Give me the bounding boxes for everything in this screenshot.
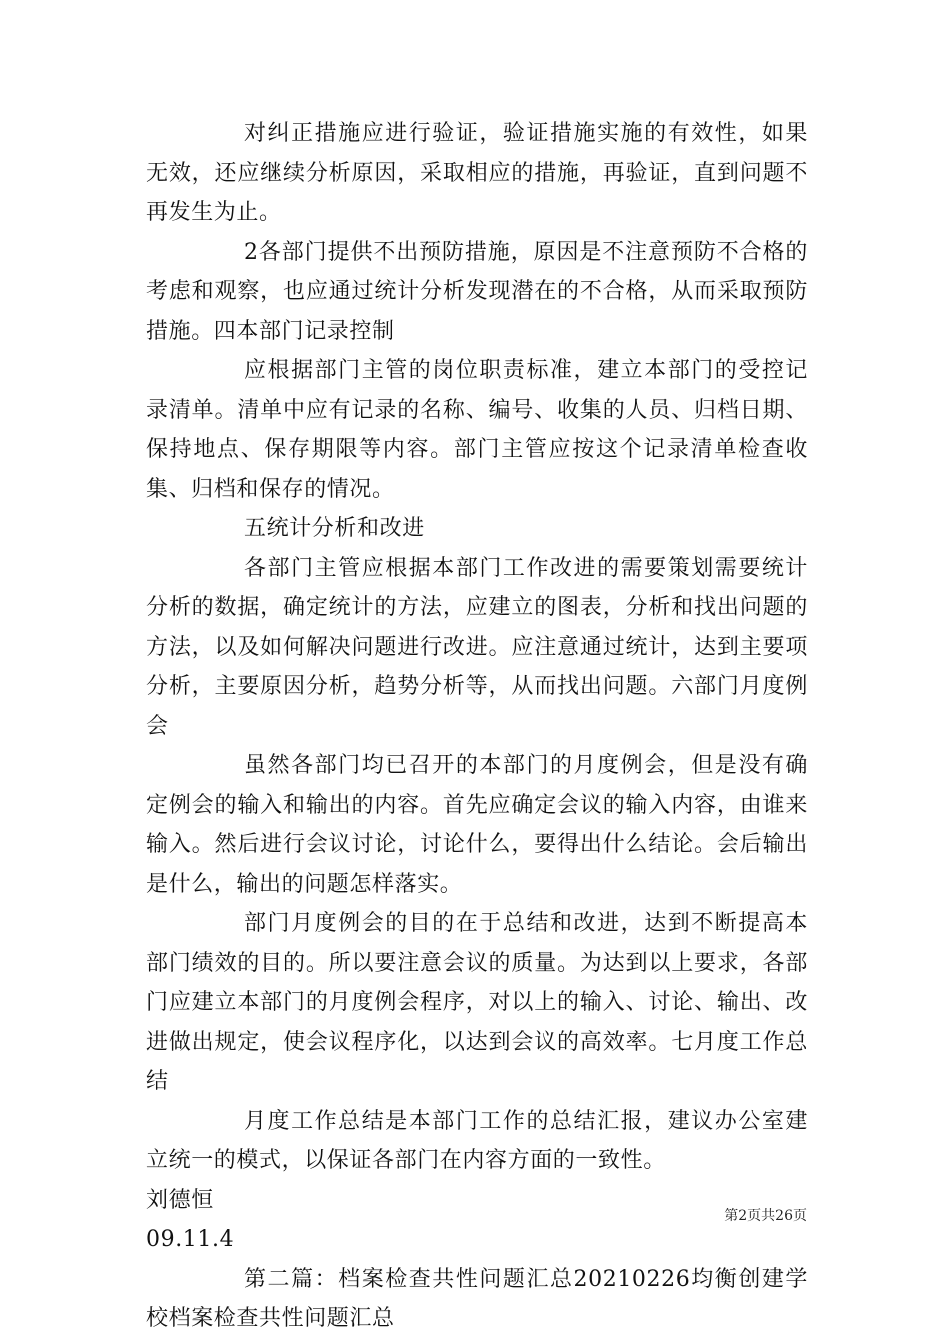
paragraph-statistics: 各部门主管应根据本部门工作改进的需要策划需要统计分析的数据，确定统计的方法，应建立的图表，分析和找出问题的方法，以及如何解决问题进行改进。应注意通过统计，达到主要项分析，主要原因分析，趋势分析等，从而找出问题。六部门月度例会 (146, 555, 808, 739)
paragraph-monthly-meeting: 虽然各部门均已召开的本部门的月度例会，但是没有确定例会的输入和输出的内容。首先应确定会议的输入内容，由谁来输入。然后进行会议讨论，讨论什么，要得出什么结论。会后输出是什么，输出的问题怎样落实。 (146, 753, 808, 897)
paragraph-corrective-verification: 对纠正措施应进行验证，验证措施实施的有效性，如果无效，还应继续分析原因，采取相应的措施，再验证，直到问题不再发生为止。 (146, 121, 808, 225)
paragraph-record-control: 应根据部门主管的岗位职责标准，建立本部门的受控记录清单。清单中应有记录的名称、编号、收集的人员、归档日期、保持地点、保存期限等内容。部门主管应按这个记录清单检查收集、归档和保存的情况。 (146, 358, 808, 502)
author-name: 刘德恒 (146, 1187, 214, 1213)
section-heading-statistics: 五统计分析和改进 (244, 516, 425, 541)
document-date: 09.11.4 (146, 1227, 235, 1252)
document-body (146, 114, 808, 1339)
page-footer: 第2页共26页 (724, 1208, 807, 1224)
next-section-title: 第二篇：档案检查共性问题汇总20210226均衡创建学校档案检查共性问题汇总 (146, 1266, 808, 1331)
paragraph-preventive-measures: 2各部门提供不出预防措施，原因是不注意预防不合格的考虑和观察，也应通过统计分析发现潜在的不合格，从而采取预防措施。四本部门记录控制 (146, 239, 808, 344)
paragraph-meeting-purpose: 部门月度例会的目的在于总结和改进，达到不断提高本部门绩效的目的。所以要注意会议的质量。为达到以上要求，各部门应建立本部门的月度例会程序，对以上的输入、讨论、输出、改进做出规定，使会议程序化，以达到会议的高效率。七月度工作总结 (146, 911, 808, 1094)
paragraph-monthly-summary: 月度工作总结是本部门工作的总结汇报，建议办公室建立统一的模式，以保证各部门在内容方面的一致性。 (146, 1108, 808, 1173)
